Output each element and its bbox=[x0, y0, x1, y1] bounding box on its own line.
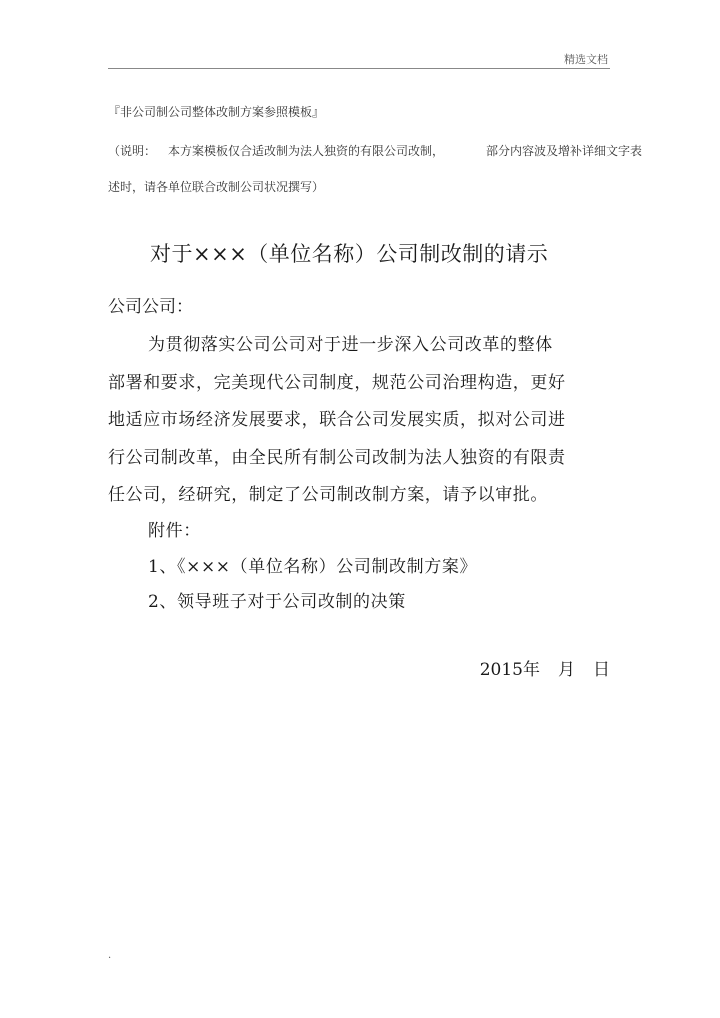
attachment-item-2: 2、领导班子对于公司改制的决策 bbox=[148, 592, 406, 612]
date-line bbox=[480, 655, 610, 680]
header-divider bbox=[108, 68, 610, 69]
body-paragraph-line: 任公司，经研究，制定了公司制改制方案，请予以审批。 bbox=[108, 485, 548, 505]
document-title: 对于×××（单位名称）公司制改制的请示 bbox=[150, 242, 549, 266]
note-line-2: 述时，请各单位联合改制公司状况撰写） bbox=[108, 180, 325, 194]
body-paragraph-line: 部署和要求，完美现代公司制度，规范公司治理构造，更好 bbox=[108, 373, 566, 393]
note-part-3: 部分内容波及增补详细文字表 bbox=[486, 144, 643, 158]
header-label: 精选文档 bbox=[564, 53, 608, 66]
note-line-1 bbox=[108, 142, 642, 159]
attachment-item-1: 1、《×××（单位名称）公司制改制方案》 bbox=[148, 557, 478, 577]
date-day: 日 bbox=[593, 660, 610, 680]
date-month: 月 bbox=[558, 660, 575, 680]
body-paragraph-line: 行公司制改革，由全民所有制公司改制为法人独资的有限责 bbox=[108, 448, 566, 468]
attachments-label: 附件： bbox=[148, 521, 201, 541]
footer-mark: . bbox=[108, 950, 112, 961]
note-part-1: （说明： bbox=[108, 144, 157, 158]
date-year: 2015年 bbox=[479, 660, 540, 680]
body-paragraph-line: 为贯彻落实公司公司对于进一步深入公司改革的整体 bbox=[148, 335, 553, 355]
addressee: 公司公司： bbox=[108, 297, 193, 317]
body-paragraph-line: 地适应市场经济发展要求，联合公司发展实质，拟对公司进 bbox=[108, 410, 566, 430]
template-title: 『非公司制公司整体改制方案参照模板』 bbox=[108, 105, 325, 119]
note-part-2: 本方案模板仅合适改制为法人独资的有限公司改制， bbox=[168, 144, 445, 158]
